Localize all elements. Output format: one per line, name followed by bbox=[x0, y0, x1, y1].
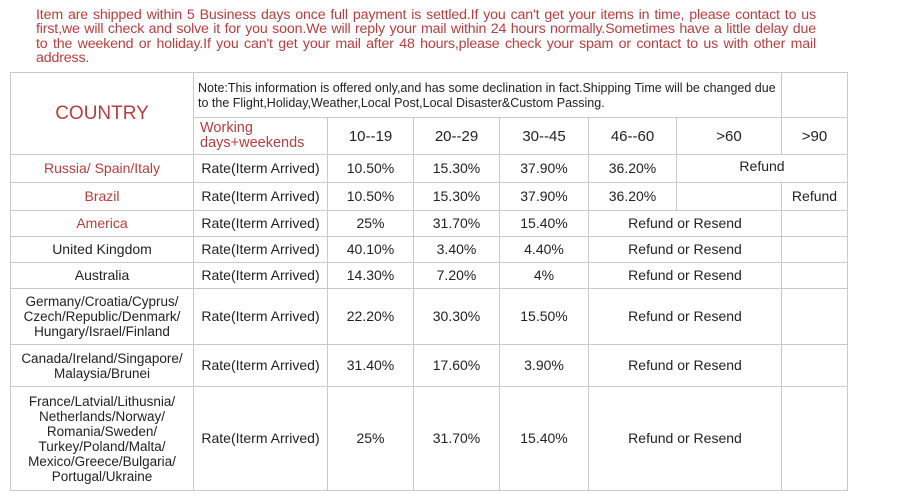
rate-label: Rate(Iterm Arrived) bbox=[194, 237, 328, 263]
rate-value: 36.20% bbox=[589, 183, 677, 211]
blank-cell bbox=[677, 183, 782, 211]
country-header: COUNTRY bbox=[11, 73, 194, 155]
rate-value: 14.30% bbox=[328, 263, 414, 289]
rate-label: Rate(Iterm Arrived) bbox=[194, 345, 328, 387]
rate-value: 37.90% bbox=[500, 155, 589, 183]
rate-value: 15.40% bbox=[500, 211, 589, 237]
refund-cell: Refund or Resend bbox=[589, 211, 782, 237]
rate-label: Rate(Iterm Arrived) bbox=[194, 387, 328, 491]
refund-cell: Refund bbox=[677, 155, 848, 183]
rate-value: 4.40% bbox=[500, 237, 589, 263]
rate-label: Rate(Iterm Arrived) bbox=[194, 263, 328, 289]
rate-value: 36.20% bbox=[589, 155, 677, 183]
column-header: 30--45 bbox=[500, 118, 589, 155]
column-header: >60 bbox=[677, 118, 782, 155]
shipping-note: Note:This information is offered only,and has some declination in fact.Shipping Time will be changed due to the Flight,Holiday,Weather,Local Post,Local Disaster&Custom Passing. bbox=[194, 73, 782, 118]
country-cell: France/Latvial/Lithusnia/ Netherlands/Norway/ Romania/Sweden/ Turkey/Poland/Malta/ Mexico/Greece/Bulgaria/ Portugal/Ukraine bbox=[11, 387, 194, 491]
shipping-notice: Item are shipped within 5 Business days once full payment is settled.If you can't get your items in time, please contact to us first,we will check and solve it for you soon.We will reply your mail within 24 hours normally.Sometimes have a little delay due to the weekend or holiday.If you can't get your mail after 48 hours,please check your spam or contact to us with other mail address. bbox=[36, 7, 816, 66]
table-row bbox=[11, 263, 848, 289]
column-header: 20--29 bbox=[414, 118, 500, 155]
rate-value: 10.50% bbox=[328, 183, 414, 211]
table-row bbox=[11, 211, 848, 237]
rate-value: 31.70% bbox=[414, 211, 500, 237]
rate-value: 15.30% bbox=[414, 183, 500, 211]
refund-cell: Refund bbox=[782, 183, 848, 211]
blank-cell bbox=[782, 345, 848, 387]
refund-cell: Refund or Resend bbox=[589, 289, 782, 345]
country-cell: Australia bbox=[11, 263, 194, 289]
rate-label: Rate(Iterm Arrived) bbox=[194, 289, 328, 345]
blank-cell bbox=[782, 289, 848, 345]
rate-value: 25% bbox=[328, 211, 414, 237]
rate-value: 31.70% bbox=[414, 387, 500, 491]
rate-value: 40.10% bbox=[328, 237, 414, 263]
table-row bbox=[11, 345, 848, 387]
rate-value: 3.90% bbox=[500, 345, 589, 387]
rate-value: 7.20% bbox=[414, 263, 500, 289]
refund-cell: Refund or Resend bbox=[589, 263, 782, 289]
note-blank-cell bbox=[782, 73, 848, 118]
rate-value: 4% bbox=[500, 263, 589, 289]
rate-value: 31.40% bbox=[328, 345, 414, 387]
shipping-table bbox=[10, 72, 848, 491]
refund-cell: Refund or Resend bbox=[589, 345, 782, 387]
rate-value: 3.40% bbox=[414, 237, 500, 263]
country-cell: Germany/Croatia/Cyprus/ Czech/Republic/Denmark/ Hungary/Israel/Finland bbox=[11, 289, 194, 345]
column-header: 10--19 bbox=[328, 118, 414, 155]
column-header: >90 bbox=[782, 118, 848, 155]
rate-value: 15.50% bbox=[500, 289, 589, 345]
table-row bbox=[11, 183, 848, 211]
country-cell: Brazil bbox=[11, 183, 194, 211]
blank-cell bbox=[782, 237, 848, 263]
rate-value: 25% bbox=[328, 387, 414, 491]
country-cell: United Kingdom bbox=[11, 237, 194, 263]
table-row bbox=[11, 237, 848, 263]
table-row bbox=[11, 155, 848, 183]
rate-value: 15.30% bbox=[414, 155, 500, 183]
table-row bbox=[11, 387, 848, 491]
rate-value: 37.90% bbox=[500, 183, 589, 211]
country-cell: America bbox=[11, 211, 194, 237]
rate-value: 17.60% bbox=[414, 345, 500, 387]
table-row bbox=[11, 289, 848, 345]
rate-value: 15.40% bbox=[500, 387, 589, 491]
refund-cell: Refund or Resend bbox=[589, 237, 782, 263]
rate-value: 10.50% bbox=[328, 155, 414, 183]
rate-value: 30.30% bbox=[414, 289, 500, 345]
rate-label: Rate(Iterm Arrived) bbox=[194, 211, 328, 237]
blank-cell bbox=[782, 263, 848, 289]
rate-label: Rate(Iterm Arrived) bbox=[194, 155, 328, 183]
refund-cell: Refund or Resend bbox=[589, 387, 782, 491]
rate-value: 22.20% bbox=[328, 289, 414, 345]
country-cell: Russia/ Spain/Italy bbox=[11, 155, 194, 183]
blank-cell bbox=[782, 211, 848, 237]
column-header: 46--60 bbox=[589, 118, 677, 155]
country-cell: Canada/Ireland/Singapore/ Malaysia/Brunei bbox=[11, 345, 194, 387]
rate-label: Rate(Iterm Arrived) bbox=[194, 183, 328, 211]
blank-cell bbox=[782, 387, 848, 491]
working-days-header: Working days+weekends bbox=[194, 118, 328, 155]
